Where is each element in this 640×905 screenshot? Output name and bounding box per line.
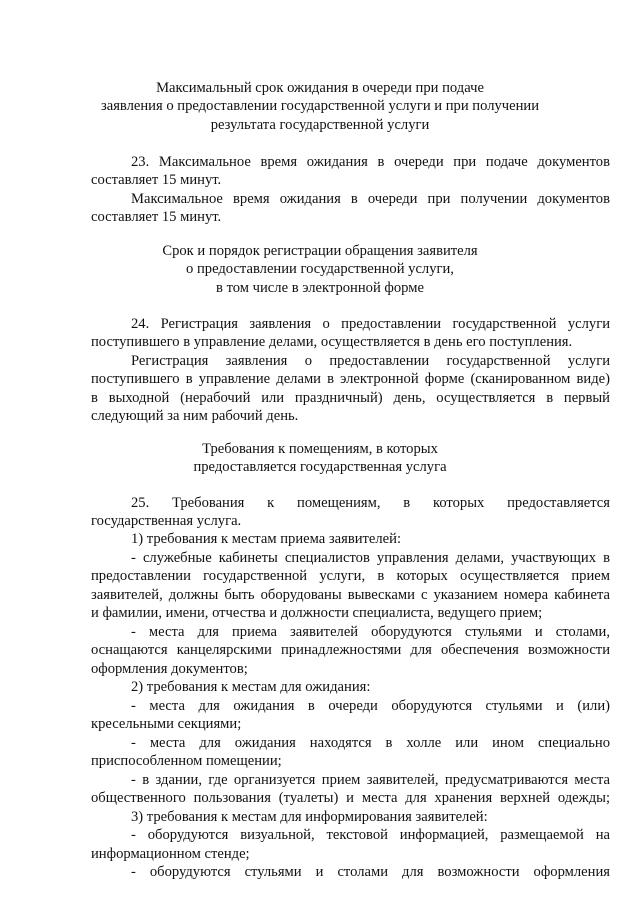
section-heading: предоставляется государственная услуга <box>193 459 447 475</box>
paragraph-line: и фамилии, имени, отчества и должности специалиста, ведущего прием; <box>91 605 543 621</box>
section-heading: Максимальный срок ожидания в очереди при подаче <box>156 80 484 96</box>
paragraph-line: поступившего в управление делами, осуществляется в день его поступления. <box>91 334 573 350</box>
paragraph-line: 24. Регистрация заявления о предоставлении государственной услуги <box>131 316 610 332</box>
paragraph-line: 23. Максимальное время ожидания в очереди при подаче документов <box>131 154 610 170</box>
section-heading: Требования к помещениям, в которых <box>202 441 438 457</box>
paragraph-line: составляет 15 минут. <box>91 172 222 188</box>
paragraph-line: - места для приема заявителей оборудуются стульями и столами, <box>131 624 610 640</box>
paragraph-line: - места для ожидания находятся в холле или ином специально <box>131 735 610 751</box>
paragraph-line: предоставлении государственной услуги, в которых осуществляется прием <box>91 568 610 584</box>
paragraph-line: общественного пользования (туалеты) и места для хранения верхней одежды; <box>91 790 610 806</box>
paragraph-line: - места для ожидания в очереди оборудуются стульями и (или) <box>131 698 610 714</box>
section-heading: о предоставлении государственной услуги, <box>186 261 454 277</box>
section-heading: Срок и порядок регистрации обращения заявителя <box>162 243 478 259</box>
paragraph-line: Регистрация заявления о предоставлении государственной услуги <box>131 353 610 369</box>
paragraph-line: 25. Требования к помещениям, в которых предоставляется <box>131 495 610 511</box>
paragraph-line: 1) требования к местам приема заявителей: <box>131 531 402 547</box>
paragraph-line: заявителей, должны быть оборудованы вывесками с указанием номера кабинета <box>91 587 610 603</box>
section-heading: в том числе в электронной форме <box>216 280 424 296</box>
paragraph-line: - в здании, где организуется прием заявителей, предусматриваются места <box>131 772 610 788</box>
paragraph-line: - служебные кабинеты специалистов управления делами, участвующих в <box>131 550 610 566</box>
paragraph-line: Максимальное время ожидания в очереди при получении документов <box>131 191 610 207</box>
paragraph-line: следующий за ним рабочий день. <box>91 408 299 424</box>
paragraph-line: - оборудуются визуальной, текстовой информацией, размещаемой на <box>131 827 610 843</box>
paragraph-line: - оборудуются стульями и столами для возможности оформления <box>131 864 610 880</box>
paragraph-line: кресельными секциями; <box>91 716 242 732</box>
paragraph-line: оснащаются канцелярскими принадлежностями для обеспечения возможности <box>91 642 610 658</box>
section-heading: заявления о предоставлении государственной услуги и при получении <box>100 98 540 114</box>
paragraph-line: 3) требования к местам для информирования заявителей: <box>131 809 488 825</box>
paragraph-line: оформления документов; <box>91 661 248 677</box>
paragraph-line: информационном стенде; <box>91 846 250 862</box>
paragraph-line: в выходной (нерабочий или праздничный) день, осуществляется в первый <box>91 390 610 406</box>
paragraph-line: приспособленном помещении; <box>91 753 282 769</box>
paragraph-line: государственная услуга. <box>91 513 242 529</box>
paragraph-line: 2) требования к местам для ожидания: <box>131 679 371 695</box>
paragraph-line: поступившего в управление делами в электронной форме (сканированном виде) <box>91 371 610 387</box>
section-heading: результата государственной услуги <box>210 117 430 133</box>
paragraph-line: составляет 15 минут. <box>91 209 222 225</box>
